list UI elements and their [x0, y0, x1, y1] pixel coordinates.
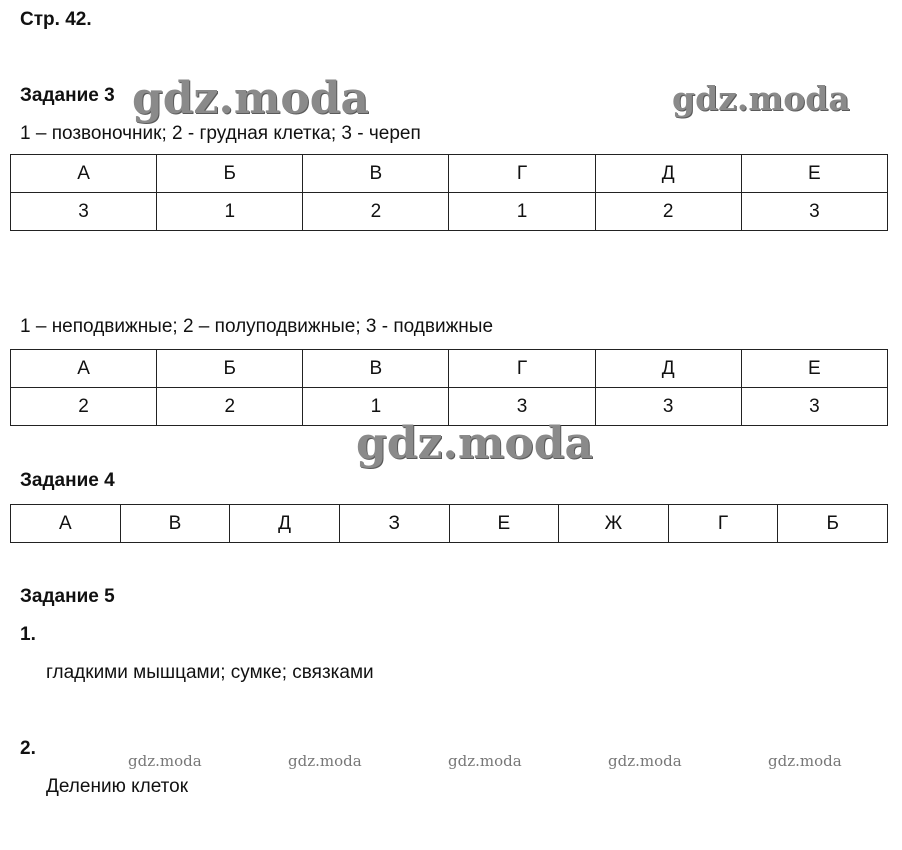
- watermark-logo: gdz.moda: [132, 73, 370, 124]
- table-cell: 2: [11, 388, 157, 426]
- task3-table-2: [10, 349, 888, 426]
- table-header-cell: А: [11, 155, 157, 193]
- table-header-cell: В: [303, 155, 449, 193]
- task3-title: Задание 3: [20, 85, 115, 106]
- task5-item-1-answer: гладкими мышцами; сумке; связками: [46, 662, 374, 683]
- watermark-logo: gdz.moda: [672, 79, 850, 118]
- table-cell: 3: [595, 388, 741, 426]
- table-cell: Б: [778, 505, 888, 543]
- watermark-logo: gdz.moda: [448, 752, 522, 770]
- task3-table-1: [10, 154, 888, 231]
- table-cell: 3: [741, 193, 887, 231]
- page-header: Стр. 42.: [20, 9, 92, 30]
- table-header-cell: Е: [741, 155, 887, 193]
- table-header-cell: Б: [157, 155, 303, 193]
- table-header-cell: В: [303, 350, 449, 388]
- task3-legend-2: 1 – неподвижные; 2 – полуподвижные; 3 - подвижные: [20, 316, 494, 337]
- table-cell: 1: [303, 388, 449, 426]
- watermark-logo: gdz.moda: [768, 752, 842, 770]
- table-cell: Г: [668, 505, 778, 543]
- table-cell: 2: [303, 193, 449, 231]
- table-cell: 3: [741, 388, 887, 426]
- table-header-row: [11, 155, 888, 193]
- table-cell: 3: [449, 388, 595, 426]
- task4-title: Задание 4: [20, 470, 115, 491]
- table-header-cell: Б: [157, 350, 303, 388]
- table-cell: 2: [157, 388, 303, 426]
- table-row: [11, 505, 888, 543]
- table-header-cell: Е: [741, 350, 887, 388]
- table-header-row: [11, 350, 888, 388]
- task4-table: [10, 504, 888, 543]
- task5-title: Задание 5: [20, 586, 115, 607]
- table-header-cell: Г: [449, 155, 595, 193]
- table-cell: А: [11, 505, 121, 543]
- task3-legend-1: 1 – позвоночник; 2 - грудная клетка; 3 - череп: [20, 123, 421, 144]
- task5-item-2-number: 2.: [20, 738, 36, 759]
- table-cell: Е: [449, 505, 559, 543]
- table-header-cell: Д: [595, 350, 741, 388]
- watermark-logo: gdz.moda: [288, 752, 362, 770]
- table-cell: 1: [449, 193, 595, 231]
- table-row: [11, 193, 888, 231]
- task5-item-2-answer: Делению клеток: [46, 776, 189, 797]
- task5-item-1-number: 1.: [20, 624, 36, 645]
- table-cell: Д: [230, 505, 340, 543]
- table-cell: Ж: [559, 505, 669, 543]
- table-header-cell: Д: [595, 155, 741, 193]
- table-header-cell: А: [11, 350, 157, 388]
- table-cell: З: [339, 505, 449, 543]
- watermark-logo: gdz.moda: [356, 418, 594, 469]
- watermark-logo: gdz.moda: [608, 752, 682, 770]
- table-cell: 3: [11, 193, 157, 231]
- table-cell: 2: [595, 193, 741, 231]
- table-header-cell: Г: [449, 350, 595, 388]
- table-cell: 1: [157, 193, 303, 231]
- table-cell: В: [120, 505, 230, 543]
- watermark-logo: gdz.moda: [128, 752, 202, 770]
